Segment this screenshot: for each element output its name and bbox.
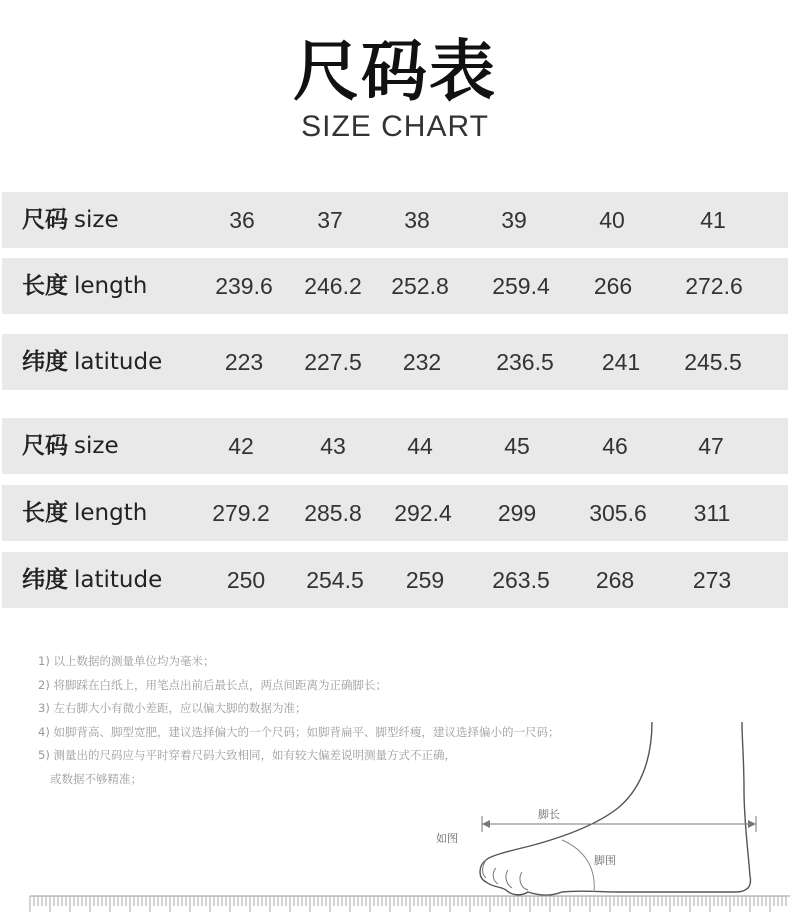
size-cell: 37 xyxy=(317,207,343,233)
latitude-cell: 232 xyxy=(402,349,442,375)
latitude-cell: 245.5 xyxy=(684,349,742,375)
latitude-label: 纬度 latitude xyxy=(22,349,163,375)
size-cell: 41 xyxy=(700,207,726,233)
note-item: 或数据不够精准； xyxy=(50,771,142,786)
latitude-row-1 xyxy=(2,334,788,390)
foot-girth-label: 脚围 xyxy=(594,854,616,867)
page-title: 尺码表 xyxy=(293,33,497,110)
length-row-2 xyxy=(2,485,788,541)
latitude-cell: 273 xyxy=(692,567,732,593)
note-item: 5) 测量出的尺码应与平时穿着尺码大致相同，如有较大偏差说明测量方式不正确， xyxy=(38,748,456,762)
length-cell: 299 xyxy=(497,500,537,526)
length-cell: 239.6 xyxy=(215,273,273,299)
length-cell: 259.4 xyxy=(492,273,550,299)
length-cell: 305.6 xyxy=(589,500,647,526)
length-cell: 266 xyxy=(593,273,633,299)
length-cell: 246.2 xyxy=(304,273,362,299)
size-cell: 42 xyxy=(228,433,254,459)
note-item: 2) 将脚踩在白纸上，用笔点出前后最长点，两点间距离为正确脚长； xyxy=(38,677,387,692)
size-row-1 xyxy=(2,192,788,248)
size-cell: 46 xyxy=(602,433,628,459)
latitude-cell: 250 xyxy=(226,567,266,593)
note-item: 4) 如脚背高、脚型宽肥，建议选择偏大的一个尺码；如脚背扁平、脚型纤瘦，建议选择偏小的一尺码； xyxy=(38,724,560,739)
size-label: 尺码 size xyxy=(22,433,119,459)
size-cell: 40 xyxy=(599,207,625,233)
latitude-cell: 259 xyxy=(405,567,445,593)
latitude-cell: 263.5 xyxy=(492,567,550,593)
length-label: 长度 length xyxy=(22,273,148,299)
length-row-1 xyxy=(2,258,788,314)
length-cell: 292.4 xyxy=(394,500,452,526)
page-subtitle: SIZE CHART xyxy=(301,110,489,143)
latitude-cell: 223 xyxy=(224,349,264,375)
length-label: 长度 length xyxy=(22,500,148,526)
foot-illustration xyxy=(0,700,790,924)
size-cell: 36 xyxy=(229,207,255,233)
length-cell: 272.6 xyxy=(685,273,743,299)
size-row-2 xyxy=(2,418,788,474)
latitude-row-2 xyxy=(2,552,788,608)
size-cell: 39 xyxy=(501,207,527,233)
latitude-cell: 241 xyxy=(601,349,641,375)
latitude-cell: 227.5 xyxy=(304,349,362,375)
example-label: 如图 xyxy=(436,832,458,845)
size-cell: 43 xyxy=(320,433,346,459)
foot-diagram xyxy=(0,700,790,924)
size-cell: 45 xyxy=(504,433,530,459)
length-cell: 311 xyxy=(693,500,731,526)
size-cell: 44 xyxy=(407,433,433,459)
length-cell: 285.8 xyxy=(304,500,362,526)
latitude-label: 纬度 latitude xyxy=(22,567,163,593)
length-cell: 252.8 xyxy=(391,273,449,299)
latitude-cell: 268 xyxy=(595,567,635,593)
note-item: 3) 左右脚大小有微小差距，应以偏大脚的数据为准； xyxy=(38,701,307,715)
latitude-cell: 236.5 xyxy=(496,349,554,375)
size-cell: 38 xyxy=(404,207,430,233)
size-label: 尺码 size xyxy=(22,207,119,233)
note-item: 1) 以上数据的测量单位均为毫米； xyxy=(38,654,215,668)
size-cell: 47 xyxy=(698,433,724,459)
latitude-cell: 254.5 xyxy=(306,567,364,593)
foot-length-label: 脚长 xyxy=(538,808,560,821)
length-cell: 279.2 xyxy=(212,500,270,526)
